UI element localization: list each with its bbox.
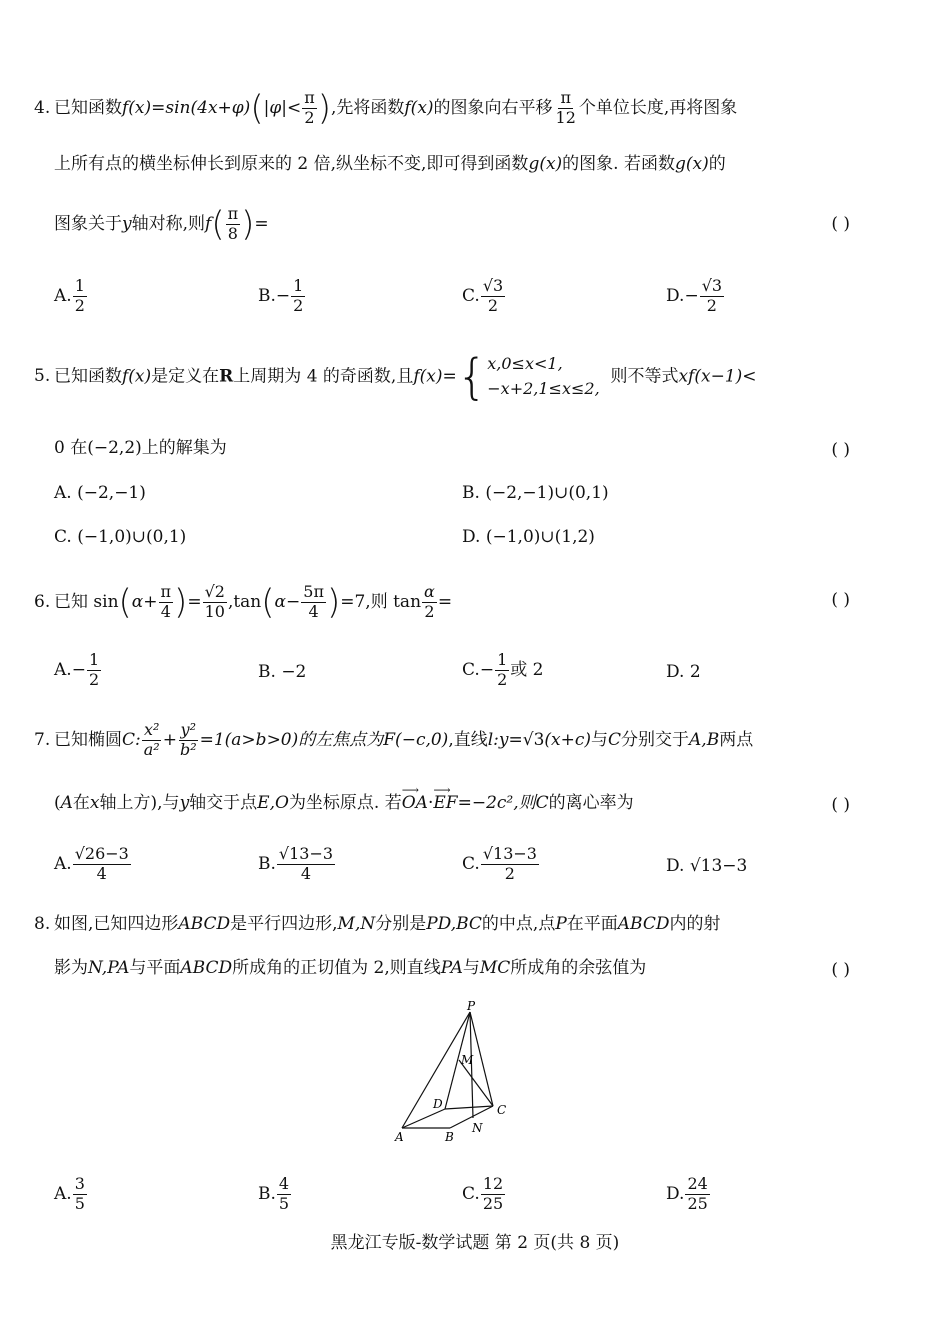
q5-option-c[interactable]: C. (−1,0)∪(0,1) xyxy=(54,527,187,547)
q4-number: 4. xyxy=(34,97,51,118)
q6-p2c: ) xyxy=(326,582,341,623)
q4-answer-paren: ( ) xyxy=(831,214,850,234)
q4-math-f: f(x)=sin(4x+φ) xyxy=(122,97,251,118)
q6-a3-frac: $\frac{\alpha}{2}$ xyxy=(424,582,435,621)
q6-eq3: = xyxy=(437,591,453,612)
q4-text-3: 的图象向右平移 xyxy=(433,97,553,118)
q8-option-c[interactable]: C. $\frac{12}{25}$ xyxy=(462,1174,504,1213)
q6-line-1 xyxy=(34,584,452,621)
q4-l3b: y xyxy=(122,213,132,234)
q5-option-a[interactable]: A. (−2,−1) xyxy=(54,483,146,503)
q7-l1b: C: xyxy=(122,729,141,750)
q7-option-b[interactable]: B. $\frac{√13-3}{4}$ xyxy=(258,844,334,883)
q7-option-d[interactable]: D. √13−3 xyxy=(666,856,748,876)
q7-l1c: =1(a>b>0)的左焦点为 xyxy=(199,729,384,750)
q4-shift-frac: $\frac{\pi}{12}$ xyxy=(555,88,576,127)
q7-l1j: C xyxy=(608,729,622,750)
q4-cond-frac: $\frac{\pi}{2}$ xyxy=(304,88,315,127)
q7-answer-paren: ( ) xyxy=(831,795,850,815)
fig-label-c: C xyxy=(497,1103,507,1117)
q4-option-a[interactable]: A. $\frac{1}{2}$ xyxy=(54,276,85,315)
q4-arg-open: ( xyxy=(211,204,225,245)
q7-l1g: √3 xyxy=(522,729,545,750)
fig-label-b: B xyxy=(445,1130,454,1144)
q4-l3a: 图象关于 xyxy=(54,213,122,234)
q6-l1a: 已知 xyxy=(54,591,88,612)
q4-cond: |φ|< xyxy=(263,97,302,118)
q5-option-b[interactable]: B. (−2,−1)∪(0,1) xyxy=(462,483,609,503)
q4-paren-open: ( xyxy=(250,88,264,129)
q6-a2: α− xyxy=(274,591,301,612)
q4-l2e: 的 xyxy=(708,154,726,174)
q7-l1i: 与 xyxy=(591,729,609,750)
q7-number: 7. xyxy=(34,729,51,750)
q6-p1c: ) xyxy=(174,582,188,623)
q6-eq1: = xyxy=(187,591,202,612)
q7-plus: + xyxy=(162,729,177,750)
fig-label-m: M xyxy=(461,1053,474,1067)
q5-line-2: 0 在(−2,2)上的解集为 xyxy=(54,438,227,458)
q7-line-1 xyxy=(34,722,753,759)
q4-math-f2: f(x) xyxy=(404,97,434,118)
q4-option-d[interactable]: D.− $\frac{√3}{2}$ xyxy=(666,276,723,315)
q4-l2b: g(x) xyxy=(528,154,563,174)
q7-l1a: 已知椭圆 xyxy=(54,729,122,750)
q7-option-c[interactable]: C. $\frac{√13-3}{2}$ xyxy=(462,844,537,883)
q7-line-2: (A在x轴上方),与y轴交于点E,O为坐标原点. 若OA ⟶ ·EF ⟶ =−2c²,则C的离心率为 xyxy=(54,783,634,813)
q4-l2c: 的图象. 若函数 xyxy=(562,154,675,174)
q4-l3e: = xyxy=(254,213,269,234)
q6-a1: α+ xyxy=(131,591,158,612)
q4-l3c: 轴对称,则 xyxy=(131,213,206,234)
q6-a1-frac: $\frac{\pi}{4}$ xyxy=(160,582,172,621)
fig-label-a: A xyxy=(395,1130,404,1144)
q5-cases: x,0≤x<1, −x+2,1≤x≤2, xyxy=(487,354,600,398)
q6-option-d[interactable]: D. 2 xyxy=(666,662,701,682)
q6-eq2: =7,则 tan xyxy=(340,591,422,612)
q4-arg-close: ) xyxy=(241,204,255,245)
q5-l1b: f(x) xyxy=(122,366,152,387)
q8-option-b[interactable]: B. $\frac{4}{5}$ xyxy=(258,1174,290,1213)
q6-sin: sin xyxy=(93,591,119,612)
q4-text-4: 个单位长度,再将图象 xyxy=(578,97,738,118)
q5-l1a: 已知函数 xyxy=(54,366,122,387)
q6-tan: ,tan xyxy=(227,591,262,612)
q4-l3d: f xyxy=(205,213,212,234)
q4-l2d: g(x) xyxy=(674,154,709,174)
q5-l1c: 是定义在 xyxy=(151,366,220,387)
q7-option-a[interactable]: A. $\frac{√26-3}{4}$ xyxy=(54,844,129,883)
q7-e1-frac: $\frac{\text{x²}}{\text{a²}}$ xyxy=(143,720,160,759)
q4-line-3 xyxy=(54,206,269,243)
q5-l1h: xf(x−1)< xyxy=(678,366,757,387)
q4-line-2 xyxy=(54,156,726,173)
q6-p2o: ( xyxy=(261,582,275,623)
q8-option-a[interactable]: A. $\frac{3}{5}$ xyxy=(54,1174,85,1213)
q6-option-a[interactable]: A.− $\frac{1}{2}$ xyxy=(54,650,100,689)
q6-number: 6. xyxy=(34,591,51,612)
q8-option-d[interactable]: D. $\frac{24}{25}$ xyxy=(666,1174,708,1213)
q5-l1g: 则不等式 xyxy=(610,366,679,387)
q6-v1-frac: $\frac{√2}{10}$ xyxy=(204,582,225,621)
q5-l1f: f(x)= xyxy=(413,366,457,387)
q7-vector-oa: OA ⟶ xyxy=(401,783,428,813)
q5-number: 5. xyxy=(34,366,51,387)
q4-paren-close: ) xyxy=(317,88,331,129)
q7-vector-ef: EF ⟶ xyxy=(433,783,458,813)
q7-l1k: 分别交于 xyxy=(621,729,690,750)
fig-label-n: N xyxy=(472,1121,483,1135)
q4-text: 已知函数 xyxy=(54,97,122,118)
q7-l1f: l:y= xyxy=(487,729,523,750)
q6-option-c[interactable]: C.− $\frac{1}{2}$ 或 2 xyxy=(462,650,544,689)
q8-number: 8. xyxy=(34,914,51,934)
q5-answer-paren: ( ) xyxy=(831,440,850,460)
q4-line-1 xyxy=(34,90,737,127)
q7-l1m: 两点 xyxy=(719,729,754,750)
q6-option-b[interactable]: B. −2 xyxy=(258,662,307,682)
q8-pyramid-figure xyxy=(390,1000,520,1150)
q5-real-set: R xyxy=(219,366,234,387)
fig-label-p: P xyxy=(467,1000,476,1013)
q5-option-d[interactable]: D. (−1,0)∪(1,2) xyxy=(462,527,595,547)
q4-option-b[interactable]: B.− $\frac{1}{2}$ xyxy=(258,276,304,315)
fig-label-d: D xyxy=(433,1097,443,1111)
edge-pc xyxy=(470,1012,493,1106)
q6-p1o: ( xyxy=(118,582,132,623)
q7-e2-frac: $\frac{\text{y²}}{\text{b²}}$ xyxy=(179,720,197,759)
q7-l1h: (x+c) xyxy=(544,729,592,750)
q8-line-2: 影为N,PA与平面ABCD所成角的正切值为 2,则直线PA与MC所成角的余弦值为 xyxy=(54,958,647,978)
q8-answer-paren: ( ) xyxy=(831,960,850,980)
q6-a2-frac: $\frac{5\pi}{4}$ xyxy=(303,582,324,621)
q4-option-c[interactable]: C. $\frac{√3}{2}$ xyxy=(462,276,504,315)
page-footer: 黑龙江专版-数学试题 第 2 页(共 8 页) xyxy=(330,1233,620,1253)
q5-line-1 xyxy=(34,348,757,405)
edge-ad xyxy=(402,1109,445,1128)
q4-l2a: 上所有点的横坐标伸长到原来的 2 倍,纵坐标不变,即可得到函数 xyxy=(54,154,529,174)
q6-answer-paren: ( ) xyxy=(831,590,850,610)
q7-l1e: ,直线 xyxy=(448,729,488,750)
edge-dc xyxy=(445,1106,493,1109)
q7-l1l: A,B xyxy=(689,729,720,750)
q7-l1d: F(−c,0) xyxy=(383,729,449,750)
q8-line-1: 8. 如图,已知四边形ABCD是平行四边形,M,N分别是PD,BC的中点,点P在平面ABCD内的射 xyxy=(34,914,721,934)
q4-arg-frac: $\frac{\pi}{8}$ xyxy=(227,204,239,243)
q4-text-2: ,先将函数 xyxy=(330,97,405,118)
q5-l1e: 上周期为 4 的奇函数,且 xyxy=(233,366,414,387)
q5-brace: { xyxy=(456,348,488,405)
